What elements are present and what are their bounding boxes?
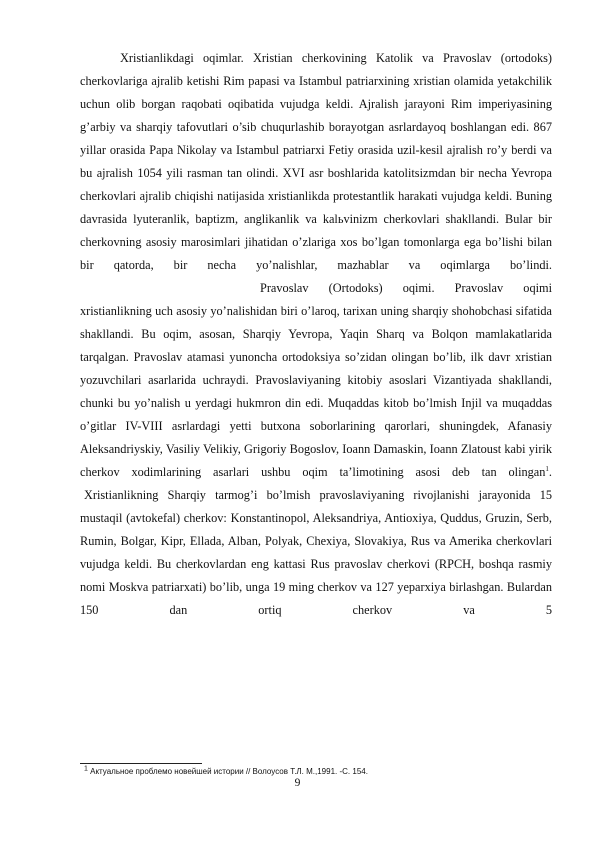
paragraph-autocephalous-churches: Xristianlikning Sharqiy tarmog’i bo’lmish pravoslaviyaning rivojlanishi jarayonida 15 mustaqil (avtokefal) cherkov: Konstantinopol, Aleksandriya, Antioxiya, Quddus, Gruzin, Serb, Rumin, Bolgar, Kipr, Ellada, Alban, Polyak, Chexiya, Slovakiya, Rus va Amerika cherkovlari vujudga keldi. Bu cherkovlardan eng kattasi Rus pravoslav cherkovi (RPCH, boshqa rasmiy nomi Moskva patriarxati) bo’lib, unga 19 ming cherkov va 127 yeparxiya birlashgan. Bulardan 150 dan ortiq cherkov va 5 (80, 488, 552, 617)
footnote-divider (80, 763, 202, 764)
footnote-text: Актуальное проблемо новейшей истории // Волоусов Т.Л. М.,1991. -С. 154. (87, 767, 368, 776)
body-text (80, 47, 552, 622)
page-number: 9 (294, 777, 301, 789)
footnote (84, 766, 554, 777)
paragraph-christianity-branches: Xristianlikdagi oqimlar. Xristian cherkovining Katolik va Pravoslav (ortodoks) cherkovlariga ajralib ketishi Rim papasi va Istambul patriarxining xristian olamida yetakchilik uchun olib borgan raqobati oqibatida vujudga keldi. Ajralish jarayoni Rim imperiyasining g’arbiy va sharqiy tafovutlari o’sib chuqurlashib borayotgan asrlardayoq boshlangan edi. 867 yillar orasida Papa Nikolay va Istambul patriarxi Fetiy orasida uzil-kesil ajralish ro’y berdi va bu ajralish 1054 yili rasman tan olindi. XVI asr boshlarida katolitsizmdan bir necha Yevropa cherkovlari ajralib chiqishi natijasida xristianlikda protestantlik harakati vujudga keldi. Buning davrasida lyuteranlik, baptizm, anglikanlik va kalьvinizm cherkovlari shakllandi. Bular bir cherkovning asosiy marosimlari jihatidan o’zlariga xos bo’lgan tomonlarga ega bo’lishi bilan bir qatorda, bir necha yo’nalishlar, mazhablar va oqimlarga bo’lindi. (80, 51, 552, 272)
paragraph-orthodox-branch: Pravoslav (Ortodoks) oqimi. Pravoslav oqimi xristianlikning uch asosiy yo’nalishidan biri o’laroq, tarixan uning sharqiy shohobchasi sifatida shakllandi. Bu oqim, asosan, Sharqiy Yevropa, Yaqin Sharq va Bolqon mamlakatlarida tarqalgan. Pravoslav atamasi yunoncha ortodoksiya so’zidan olingan bo’lib, ilk davr xristian yozuvchilari asarlarida uchraydi. Pravoslaviyaning kitobiy asoslari Vizantiyada shakllandi, chunki bu yo’nalish u yerdagi hukmron din edi. Muqaddas kitob bo’lmish Injil va muqaddas o’gitlar IV-VIII asrlardagi yetti butxona soborlarining qarorlari, shuningdek, Afanasiy Aleksandriyskiy, Vasiliy Velikiy, Grigoriy Bogoslov, Ioann Damaskin, Ioann Zlatoust kabi yirik cherkov xodimlarining asarlari ushbu oqim ta’limotining asosi deb tan olingan$^1$. (80, 281, 552, 479)
footnote-marker: 1 (84, 765, 88, 773)
footnote-reference: 1 (545, 464, 549, 473)
